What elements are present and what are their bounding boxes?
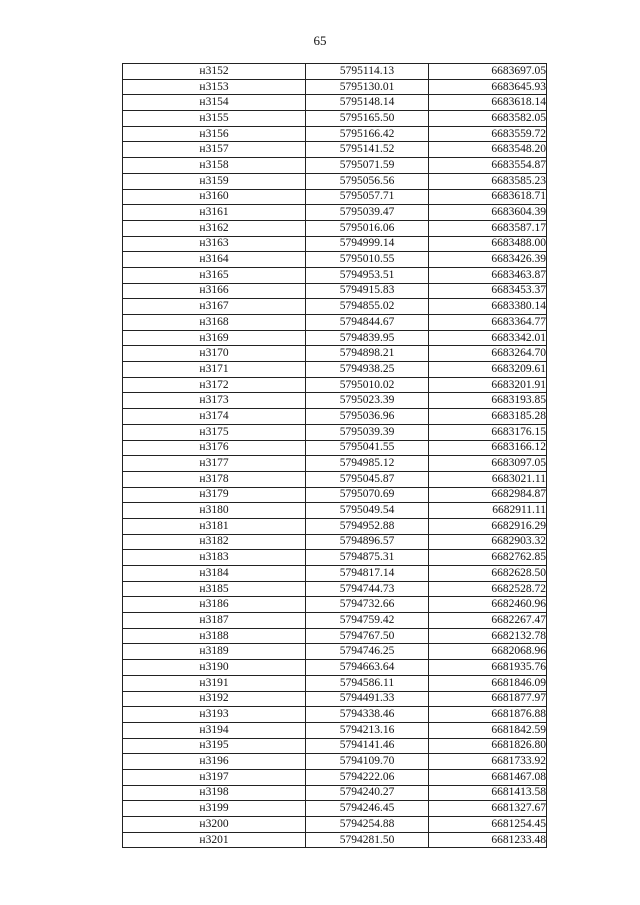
x-coordinate-cell: 5795165.50 <box>306 111 429 127</box>
y-coordinate-cell: 6683426.39 <box>429 252 547 268</box>
x-coordinate-cell: 5795023.39 <box>306 393 429 409</box>
point-id-cell: н3152 <box>123 64 306 80</box>
point-id-cell: н3167 <box>123 299 306 315</box>
y-coordinate-cell: 6681846.09 <box>429 675 547 691</box>
x-coordinate-cell: 5795148.14 <box>306 95 429 111</box>
point-id-cell: н3192 <box>123 691 306 707</box>
x-coordinate-cell: 5795130.01 <box>306 79 429 95</box>
y-coordinate-cell: 6681413.58 <box>429 785 547 801</box>
x-coordinate-cell: 5794898.21 <box>306 346 429 362</box>
y-coordinate-cell: 6682132.78 <box>429 628 547 644</box>
table-row <box>123 566 547 582</box>
point-id-cell: н3198 <box>123 785 306 801</box>
point-id-cell: н3157 <box>123 142 306 158</box>
table-row <box>123 205 547 221</box>
y-coordinate-cell: 6683209.61 <box>429 362 547 378</box>
point-id-cell: н3175 <box>123 424 306 440</box>
y-coordinate-cell: 6683176.15 <box>429 424 547 440</box>
y-coordinate-cell: 6683021.11 <box>429 471 547 487</box>
y-coordinate-cell: 6683264.70 <box>429 346 547 362</box>
table-row <box>123 189 547 205</box>
x-coordinate-cell: 5794999.14 <box>306 236 429 252</box>
x-coordinate-cell: 5794839.95 <box>306 330 429 346</box>
y-coordinate-cell: 6683463.87 <box>429 267 547 283</box>
table-row <box>123 534 547 550</box>
x-coordinate-cell: 5795036.96 <box>306 409 429 425</box>
x-coordinate-cell: 5794985.12 <box>306 456 429 472</box>
y-coordinate-cell: 6683548.20 <box>429 142 547 158</box>
point-id-cell: н3165 <box>123 267 306 283</box>
x-coordinate-cell: 5794746.25 <box>306 644 429 660</box>
point-id-cell: н3195 <box>123 738 306 754</box>
point-id-cell: н3201 <box>123 832 306 848</box>
x-coordinate-cell: 5795070.69 <box>306 487 429 503</box>
y-coordinate-cell: 6683697.05 <box>429 64 547 80</box>
x-coordinate-cell: 5795071.59 <box>306 158 429 174</box>
table-row <box>123 79 547 95</box>
y-coordinate-cell: 6682068.96 <box>429 644 547 660</box>
point-id-cell: н3177 <box>123 456 306 472</box>
point-id-cell: н3180 <box>123 503 306 519</box>
point-id-cell: н3158 <box>123 158 306 174</box>
point-id-cell: н3173 <box>123 393 306 409</box>
table-row <box>123 518 547 534</box>
point-id-cell: н3183 <box>123 550 306 566</box>
y-coordinate-cell: 6683604.39 <box>429 205 547 221</box>
table-row <box>123 832 547 848</box>
x-coordinate-cell: 5794767.50 <box>306 628 429 644</box>
x-coordinate-cell: 5794240.27 <box>306 785 429 801</box>
x-coordinate-cell: 5795057.71 <box>306 189 429 205</box>
table-row <box>123 173 547 189</box>
table-row <box>123 236 547 252</box>
y-coordinate-cell: 6681467.08 <box>429 769 547 785</box>
x-coordinate-cell: 5795141.52 <box>306 142 429 158</box>
x-coordinate-cell: 5795114.13 <box>306 64 429 80</box>
y-coordinate-cell: 6683585.23 <box>429 173 547 189</box>
y-coordinate-cell: 6681935.76 <box>429 660 547 676</box>
point-id-cell: н3161 <box>123 205 306 221</box>
x-coordinate-cell: 5794338.46 <box>306 707 429 723</box>
x-coordinate-cell: 5794915.83 <box>306 283 429 299</box>
y-coordinate-cell: 6683645.93 <box>429 79 547 95</box>
y-coordinate-cell: 6681876.88 <box>429 707 547 723</box>
table-row <box>123 801 547 817</box>
y-coordinate-cell: 6681233.48 <box>429 832 547 848</box>
y-coordinate-cell: 6681877.97 <box>429 691 547 707</box>
x-coordinate-cell: 5794222.06 <box>306 769 429 785</box>
table-row <box>123 315 547 331</box>
point-id-cell: н3189 <box>123 644 306 660</box>
table-row <box>123 487 547 503</box>
table-row <box>123 440 547 456</box>
y-coordinate-cell: 6681842.59 <box>429 722 547 738</box>
point-id-cell: н3199 <box>123 801 306 817</box>
point-id-cell: н3163 <box>123 236 306 252</box>
x-coordinate-cell: 5794281.50 <box>306 832 429 848</box>
y-coordinate-cell: 6681254.45 <box>429 817 547 833</box>
x-coordinate-cell: 5795016.06 <box>306 220 429 236</box>
table-row <box>123 409 547 425</box>
x-coordinate-cell: 5795039.47 <box>306 205 429 221</box>
point-id-cell: н3179 <box>123 487 306 503</box>
y-coordinate-cell: 6682528.72 <box>429 581 547 597</box>
table-row <box>123 299 547 315</box>
x-coordinate-cell: 5794896.57 <box>306 534 429 550</box>
table-row <box>123 471 547 487</box>
point-id-cell: н3184 <box>123 566 306 582</box>
x-coordinate-cell: 5794254.88 <box>306 817 429 833</box>
table-row <box>123 95 547 111</box>
x-coordinate-cell: 5794875.31 <box>306 550 429 566</box>
point-id-cell: н3171 <box>123 362 306 378</box>
point-id-cell: н3196 <box>123 754 306 770</box>
x-coordinate-cell: 5794759.42 <box>306 613 429 629</box>
point-id-cell: н3164 <box>123 252 306 268</box>
y-coordinate-cell: 6682903.32 <box>429 534 547 550</box>
x-coordinate-cell: 5794586.11 <box>306 675 429 691</box>
y-coordinate-cell: 6682460.96 <box>429 597 547 613</box>
x-coordinate-cell: 5795010.55 <box>306 252 429 268</box>
x-coordinate-cell: 5794732.66 <box>306 597 429 613</box>
point-id-cell: н3181 <box>123 518 306 534</box>
table-row <box>123 628 547 644</box>
x-coordinate-cell: 5794844.67 <box>306 315 429 331</box>
y-coordinate-cell: 6683587.17 <box>429 220 547 236</box>
y-coordinate-cell: 6683185.28 <box>429 409 547 425</box>
x-coordinate-cell: 5794109.70 <box>306 754 429 770</box>
coordinates-table <box>122 63 547 848</box>
table-row <box>123 550 547 566</box>
y-coordinate-cell: 6683559.72 <box>429 126 547 142</box>
x-coordinate-cell: 5795049.54 <box>306 503 429 519</box>
point-id-cell: н3187 <box>123 613 306 629</box>
coordinates-table-body <box>123 64 547 848</box>
y-coordinate-cell: 6681327.67 <box>429 801 547 817</box>
table-row <box>123 660 547 676</box>
point-id-cell: н3170 <box>123 346 306 362</box>
x-coordinate-cell: 5795045.87 <box>306 471 429 487</box>
point-id-cell: н3194 <box>123 722 306 738</box>
table-row <box>123 142 547 158</box>
table-row <box>123 252 547 268</box>
table-row <box>123 456 547 472</box>
point-id-cell: н3200 <box>123 817 306 833</box>
table-row <box>123 597 547 613</box>
point-id-cell: н3197 <box>123 769 306 785</box>
point-id-cell: н3155 <box>123 111 306 127</box>
table-row <box>123 220 547 236</box>
table-row <box>123 111 547 127</box>
point-id-cell: н3169 <box>123 330 306 346</box>
y-coordinate-cell: 6683193.85 <box>429 393 547 409</box>
table-row <box>123 330 547 346</box>
point-id-cell: н3160 <box>123 189 306 205</box>
table-row <box>123 424 547 440</box>
x-coordinate-cell: 5794817.14 <box>306 566 429 582</box>
x-coordinate-cell: 5794952.88 <box>306 518 429 534</box>
y-coordinate-cell: 6683166.12 <box>429 440 547 456</box>
y-coordinate-cell: 6682984.87 <box>429 487 547 503</box>
y-coordinate-cell: 6681826.80 <box>429 738 547 754</box>
table-row <box>123 644 547 660</box>
x-coordinate-cell: 5794141.46 <box>306 738 429 754</box>
point-id-cell: н3193 <box>123 707 306 723</box>
point-id-cell: н3153 <box>123 79 306 95</box>
table-row <box>123 707 547 723</box>
y-coordinate-cell: 6683554.87 <box>429 158 547 174</box>
point-id-cell: н3190 <box>123 660 306 676</box>
x-coordinate-cell: 5794744.73 <box>306 581 429 597</box>
x-coordinate-cell: 5795166.42 <box>306 126 429 142</box>
table-row <box>123 613 547 629</box>
table-row <box>123 283 547 299</box>
table-row <box>123 64 547 80</box>
point-id-cell: н3176 <box>123 440 306 456</box>
y-coordinate-cell: 6683201.91 <box>429 377 547 393</box>
x-coordinate-cell: 5794246.45 <box>306 801 429 817</box>
point-id-cell: н3166 <box>123 283 306 299</box>
y-coordinate-cell: 6682267.47 <box>429 613 547 629</box>
table-row <box>123 346 547 362</box>
table-row <box>123 785 547 801</box>
table-row <box>123 158 547 174</box>
y-coordinate-cell: 6682628.50 <box>429 566 547 582</box>
y-coordinate-cell: 6683618.71 <box>429 189 547 205</box>
table-row <box>123 503 547 519</box>
table-row <box>123 267 547 283</box>
point-id-cell: н3191 <box>123 675 306 691</box>
table-row <box>123 817 547 833</box>
table-row <box>123 769 547 785</box>
point-id-cell: н3162 <box>123 220 306 236</box>
y-coordinate-cell: 6682911.11 <box>429 503 547 519</box>
y-coordinate-cell: 6683380.14 <box>429 299 547 315</box>
y-coordinate-cell: 6683488.00 <box>429 236 547 252</box>
y-coordinate-cell: 6683097.05 <box>429 456 547 472</box>
point-id-cell: н3178 <box>123 471 306 487</box>
y-coordinate-cell: 6683618.14 <box>429 95 547 111</box>
point-id-cell: н3156 <box>123 126 306 142</box>
table-row <box>123 362 547 378</box>
x-coordinate-cell: 5794855.02 <box>306 299 429 315</box>
point-id-cell: н3182 <box>123 534 306 550</box>
x-coordinate-cell: 5794663.64 <box>306 660 429 676</box>
x-coordinate-cell: 5795041.55 <box>306 440 429 456</box>
table-row <box>123 754 547 770</box>
table-row <box>123 675 547 691</box>
x-coordinate-cell: 5794938.25 <box>306 362 429 378</box>
x-coordinate-cell: 5794491.33 <box>306 691 429 707</box>
table-row <box>123 377 547 393</box>
y-coordinate-cell: 6681733.92 <box>429 754 547 770</box>
point-id-cell: н3159 <box>123 173 306 189</box>
y-coordinate-cell: 6683453.37 <box>429 283 547 299</box>
table-row <box>123 581 547 597</box>
point-id-cell: н3172 <box>123 377 306 393</box>
y-coordinate-cell: 6682762.85 <box>429 550 547 566</box>
point-id-cell: н3174 <box>123 409 306 425</box>
y-coordinate-cell: 6683342.01 <box>429 330 547 346</box>
x-coordinate-cell: 5794213.16 <box>306 722 429 738</box>
point-id-cell: н3168 <box>123 315 306 331</box>
point-id-cell: н3185 <box>123 581 306 597</box>
page-number: 65 <box>313 33 327 48</box>
point-id-cell: н3188 <box>123 628 306 644</box>
table-row <box>123 738 547 754</box>
y-coordinate-cell: 6683582.05 <box>429 111 547 127</box>
y-coordinate-cell: 6682916.29 <box>429 518 547 534</box>
table-row <box>123 722 547 738</box>
point-id-cell: н3186 <box>123 597 306 613</box>
y-coordinate-cell: 6683364.77 <box>429 315 547 331</box>
table-row <box>123 126 547 142</box>
x-coordinate-cell: 5795056.56 <box>306 173 429 189</box>
x-coordinate-cell: 5795039.39 <box>306 424 429 440</box>
point-id-cell: н3154 <box>123 95 306 111</box>
table-row <box>123 691 547 707</box>
x-coordinate-cell: 5794953.51 <box>306 267 429 283</box>
table-row <box>123 393 547 409</box>
x-coordinate-cell: 5795010.02 <box>306 377 429 393</box>
